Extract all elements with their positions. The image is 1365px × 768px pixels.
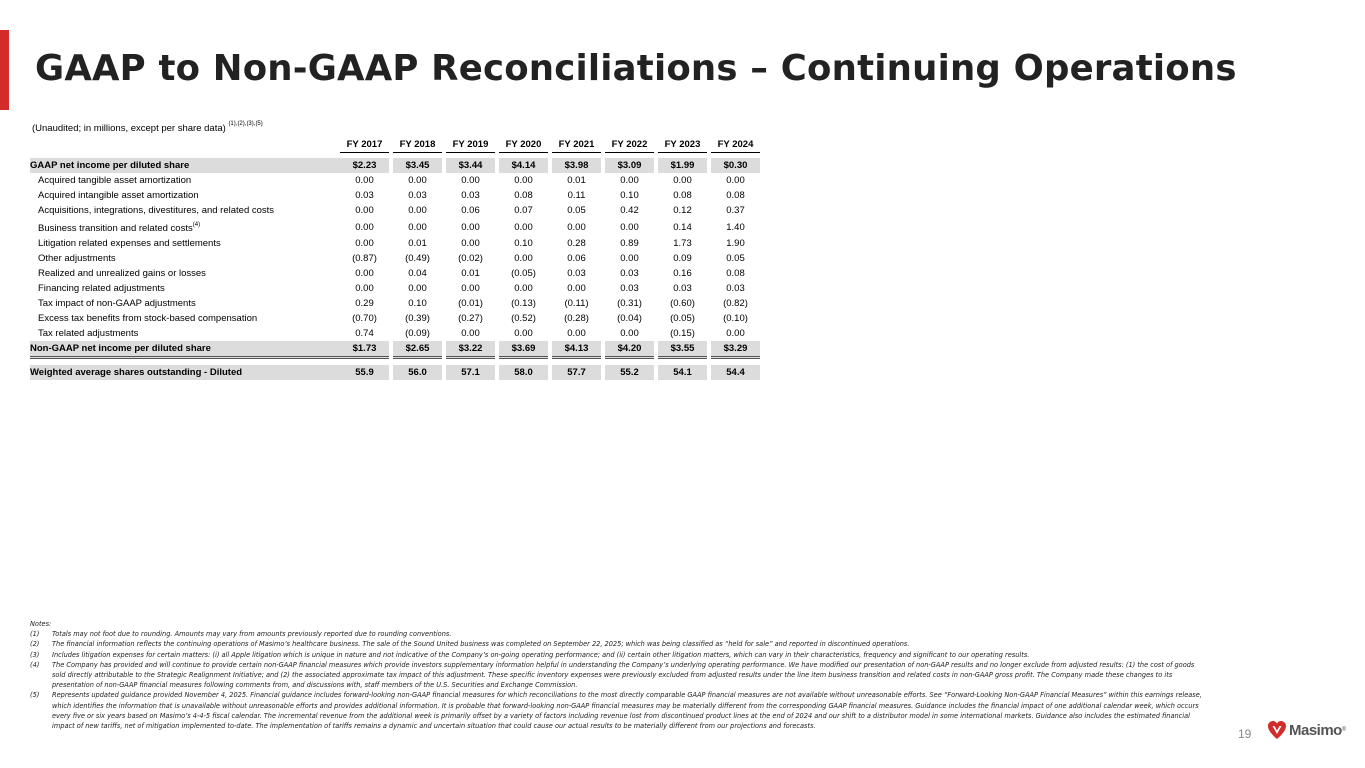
subtitle-footnote-refs: (1),(2),(3),(5) bbox=[228, 121, 263, 127]
header-row bbox=[30, 138, 760, 153]
row-label: Excess tax benefits from stock-based compensation bbox=[38, 313, 258, 324]
cell-value: 0.05 bbox=[726, 253, 745, 264]
cell-value: 0.00 bbox=[355, 175, 374, 186]
cell-value: $3.45 bbox=[393, 158, 442, 173]
cell-value: $2.23 bbox=[340, 158, 389, 173]
cell-value: $3.69 bbox=[499, 341, 548, 358]
cell-value: 1.40 bbox=[726, 221, 745, 233]
cell-value: 0.16 bbox=[673, 268, 692, 279]
footnote-number: (3) bbox=[30, 650, 40, 659]
footnote bbox=[30, 660, 1205, 691]
cell-value: 0.12 bbox=[673, 205, 692, 216]
adjustment-row bbox=[30, 173, 760, 188]
cell-value: (0.49) bbox=[405, 253, 430, 264]
cell-value: 0.00 bbox=[620, 221, 639, 233]
footnote-text: Represents updated guidance provided November 4, 2025. Financial guidance includes forward-looking non-GAAP financial measures for which reconciliations to the most directly comparable GAAP financial measures are not available without unreasonable efforts. See “Forward-Looking Non-GAAP Financial Measures” within this earnings release, which identifies the information that is unavailable without unreasonable efforts and provides additional information. It is probable that forward-looking non-GAAP financial measures may be materially different from the corresponding GAAP financial measures. Guidance includes the financial impact of one additional calendar week, which occurs every five or six years based on Masimo’s 4-4-5 fiscal calendar. The incremental revenue from the additional week is primarily offset by a variety of factors including revenue lost from discontinued product lines at the end of 2024 and our shift to a distributor model in some international markets. Guidance also includes the estimated financial impact of new tariffs, net of mitigation implemented to-date. The implementation of tariffs remains a dynamic and uncertain situation that could cause our actual results to be materially different from our projections and forecasts. bbox=[52, 691, 1202, 731]
cell-value: 58.0 bbox=[499, 365, 548, 380]
cell-value: 0.05 bbox=[567, 205, 586, 216]
year-header: FY 2019 bbox=[446, 138, 495, 153]
cell-value: 0.00 bbox=[620, 253, 639, 264]
row-label-footnote: (4) bbox=[192, 222, 201, 228]
footnote bbox=[30, 629, 1205, 639]
cell-value: (0.02) bbox=[458, 253, 483, 264]
cell-value: $0.30 bbox=[711, 158, 760, 173]
cell-value: (0.10) bbox=[723, 313, 748, 324]
cell-value: (0.27) bbox=[458, 313, 483, 324]
cell-value: 0.00 bbox=[408, 205, 427, 216]
year-header: FY 2024 bbox=[711, 138, 760, 153]
cell-value: 0.04 bbox=[408, 268, 427, 279]
spacer-row bbox=[30, 358, 760, 366]
cell-value: 0.00 bbox=[673, 175, 692, 186]
cell-value: 0.00 bbox=[567, 283, 586, 294]
cell-value: (0.11) bbox=[564, 298, 589, 309]
cell-value: (0.01) bbox=[458, 298, 483, 309]
cell-value: 0.00 bbox=[726, 328, 745, 339]
cell-value: $1.99 bbox=[658, 158, 707, 173]
year-header: FY 2023 bbox=[658, 138, 707, 153]
row-label: Acquired intangible asset amortization bbox=[38, 190, 199, 201]
page-number: 19 bbox=[1238, 727, 1252, 741]
cell-value: $3.44 bbox=[446, 158, 495, 173]
cell-value: (0.39) bbox=[405, 313, 430, 324]
adjustment-row bbox=[30, 218, 760, 236]
adjustment-row bbox=[30, 251, 760, 266]
row-label: Weighted average shares outstanding - Diluted bbox=[30, 365, 340, 380]
row-label: Financing related adjustments bbox=[38, 283, 165, 294]
cell-value: 0.03 bbox=[567, 268, 586, 279]
masimo-logo: Masimo ® bbox=[1267, 720, 1346, 740]
row-label: Non-GAAP net income per diluted share bbox=[30, 341, 340, 358]
cell-value: 0.00 bbox=[355, 268, 374, 279]
row-label: Business transition and related costs$^{(4)}$ bbox=[38, 222, 201, 234]
cell-value: 0.03 bbox=[620, 283, 639, 294]
cell-value: 0.74 bbox=[355, 328, 374, 339]
year-header: FY 2020 bbox=[499, 138, 548, 153]
cell-value: 0.37 bbox=[726, 205, 745, 216]
adjustment-row bbox=[30, 203, 760, 218]
masimo-logo-icon bbox=[1267, 720, 1287, 740]
cell-value: 0.01 bbox=[567, 175, 586, 186]
cell-value: 54.1 bbox=[658, 365, 707, 380]
cell-value: 0.00 bbox=[461, 175, 480, 186]
footnote-number: (4) bbox=[30, 660, 40, 669]
cell-value: $4.13 bbox=[552, 341, 601, 358]
cell-value: 0.10 bbox=[514, 238, 533, 249]
cell-value: (0.28) bbox=[564, 313, 589, 324]
footnote-number: (5) bbox=[30, 691, 40, 700]
cell-value: 0.03 bbox=[355, 190, 374, 201]
cell-value: $2.65 bbox=[393, 341, 442, 358]
row-label: Other adjustments bbox=[38, 253, 116, 264]
cell-value: $4.14 bbox=[499, 158, 548, 173]
cell-value: 0.14 bbox=[673, 221, 692, 233]
row-label: Tax impact of non-GAAP adjustments bbox=[38, 298, 196, 309]
row-label: Acquisitions, integrations, divestitures, and related costs bbox=[38, 205, 275, 216]
cell-value: 54.4 bbox=[711, 365, 760, 380]
cell-value: 0.06 bbox=[461, 205, 480, 216]
gaap-eps-row bbox=[30, 158, 760, 173]
footnote-text: Includes litigation expenses for certain matters: (i) all Apple litigation which is unique in nature and not indicative of the Company’s on-going operating performance; and (ii) certain other litigation matters, which can vary in their characteristics, frequency and significant to our operating results. bbox=[52, 650, 1030, 659]
page-title: GAAP to Non-GAAP Reconciliations – Continuing Operations bbox=[35, 48, 1237, 89]
cell-value: 0.00 bbox=[620, 175, 639, 186]
cell-value: $3.29 bbox=[711, 341, 760, 358]
footnote-text: The Company has provided and will continue to provide certain non-GAAP financial measures which provide investors supplementary information helpful in understanding the Company’s underlying operating performance. We have modified our presentation of non-GAAP results and no longer exclude from adjusted results: (1) the cost of goods sold directly attributable to the Strategic Realignment Initiative; and (2) the associated approximate tax impact of this adjustment. These specific inventory expenses were previously excluded from adjusted results under the line item business transition and related costs in non-GAAP gross profit. The Company made these changes to its presentation of non-GAAP financial measures following comments from, and discussions with, staff members of the U.S. Securities and Exchange Commission. bbox=[52, 660, 1195, 690]
cell-value: 0.00 bbox=[567, 221, 586, 233]
adjustment-row bbox=[30, 296, 760, 311]
cell-value: 0.00 bbox=[408, 283, 427, 294]
header-blank bbox=[30, 138, 340, 153]
cell-value: 0.89 bbox=[620, 238, 639, 249]
cell-value: 0.08 bbox=[673, 190, 692, 201]
cell-value: 0.00 bbox=[567, 328, 586, 339]
cell-value: (0.15) bbox=[670, 328, 695, 339]
cell-value: 1.73 bbox=[673, 238, 692, 249]
logo-wordmark: Masimo bbox=[1289, 721, 1342, 739]
footnote bbox=[30, 639, 1205, 649]
cell-value: 0.00 bbox=[355, 205, 374, 216]
cell-value: 0.03 bbox=[461, 190, 480, 201]
cell-value: $3.55 bbox=[658, 341, 707, 358]
cell-value: 0.00 bbox=[461, 221, 480, 233]
row-label: Acquired tangible asset amortization bbox=[38, 175, 192, 186]
cell-value: 0.00 bbox=[726, 175, 745, 186]
cell-value: 56.0 bbox=[393, 365, 442, 380]
accent-bar bbox=[0, 30, 9, 110]
row-label: Realized and unrealized gains or losses bbox=[38, 268, 206, 279]
cell-value: 0.00 bbox=[461, 283, 480, 294]
footnote-text: The financial information reflects the continuing operations of Masimo’s healthcare business. The sale of the Sound United business was completed on September 22, 2025; which was being classified as “held for sale” and reported in discontinued operations. bbox=[52, 640, 910, 649]
cell-value: 0.00 bbox=[620, 328, 639, 339]
adjustment-row bbox=[30, 311, 760, 326]
year-header: FY 2017 bbox=[340, 138, 389, 153]
cell-value: 0.42 bbox=[620, 205, 639, 216]
cell-value: (0.04) bbox=[617, 313, 642, 324]
cell-value: 0.00 bbox=[514, 253, 533, 264]
cell-value: (0.52) bbox=[511, 313, 536, 324]
footnote-text: Totals may not foot due to rounding. Amounts may vary from amounts previously reported due to rounding conventions. bbox=[52, 630, 452, 639]
cell-value: 0.00 bbox=[355, 238, 374, 249]
cell-value: (0.82) bbox=[723, 298, 748, 309]
cell-value: (0.70) bbox=[352, 313, 377, 324]
spacer-cell bbox=[30, 358, 760, 366]
cell-value: (0.31) bbox=[617, 298, 642, 309]
cell-value: 0.09 bbox=[673, 253, 692, 264]
cell-value: 0.00 bbox=[355, 221, 374, 233]
cell-value: 0.07 bbox=[514, 205, 533, 216]
reconciliation-table bbox=[30, 138, 760, 380]
footnote bbox=[30, 650, 1205, 660]
footnote-number: (2) bbox=[30, 640, 40, 649]
cell-value: 0.08 bbox=[726, 268, 745, 279]
row-label: GAAP net income per diluted share bbox=[30, 158, 340, 173]
cell-value: 0.00 bbox=[408, 221, 427, 233]
adjustment-row bbox=[30, 188, 760, 203]
cell-value: 0.06 bbox=[567, 253, 586, 264]
row-label: Tax related adjustments bbox=[38, 328, 139, 339]
cell-value: 0.00 bbox=[461, 238, 480, 249]
cell-value: 57.1 bbox=[446, 365, 495, 380]
cell-value: 0.01 bbox=[408, 238, 427, 249]
diluted-shares-row bbox=[30, 365, 760, 380]
cell-value: (0.13) bbox=[511, 298, 536, 309]
cell-value: 0.00 bbox=[408, 175, 427, 186]
cell-value: (0.05) bbox=[511, 268, 536, 279]
notes-section bbox=[30, 619, 1205, 731]
year-header: FY 2018 bbox=[393, 138, 442, 153]
cell-value: (0.09) bbox=[405, 328, 430, 339]
cell-value: $3.22 bbox=[446, 341, 495, 358]
year-header: FY 2021 bbox=[552, 138, 601, 153]
footnote bbox=[30, 690, 1205, 731]
cell-value: 0.00 bbox=[514, 283, 533, 294]
year-header: FY 2022 bbox=[605, 138, 654, 153]
cell-value: 0.00 bbox=[514, 221, 533, 233]
cell-value: 0.01 bbox=[461, 268, 480, 279]
cell-value: 1.90 bbox=[726, 238, 745, 249]
cell-value: 0.00 bbox=[461, 328, 480, 339]
cell-value: $3.09 bbox=[605, 158, 654, 173]
cell-value: $4.20 bbox=[605, 341, 654, 358]
adjustment-row bbox=[30, 236, 760, 251]
cell-value: 55.9 bbox=[340, 365, 389, 380]
notes-heading: Notes: bbox=[30, 620, 52, 628]
adjustment-row bbox=[30, 326, 760, 341]
cell-value: 0.10 bbox=[408, 298, 427, 309]
nongaap-eps-row bbox=[30, 341, 760, 358]
cell-value: $3.98 bbox=[552, 158, 601, 173]
cell-value: 0.03 bbox=[620, 268, 639, 279]
cell-value: (0.60) bbox=[670, 298, 695, 309]
cell-value: 0.00 bbox=[514, 175, 533, 186]
row-label: Litigation related expenses and settlements bbox=[38, 238, 221, 249]
cell-value: 0.00 bbox=[355, 283, 374, 294]
adjustment-row bbox=[30, 281, 760, 296]
cell-value: 57.7 bbox=[552, 365, 601, 380]
cell-value: 0.08 bbox=[514, 190, 533, 201]
cell-value: 0.03 bbox=[673, 283, 692, 294]
cell-value: 0.03 bbox=[726, 283, 745, 294]
cell-value: 0.11 bbox=[567, 190, 586, 201]
cell-value: 0.28 bbox=[567, 238, 586, 249]
table-subtitle: (Unaudited; in millions, except per share data) $^{(1),(2),(3),(5)}$ bbox=[32, 121, 263, 134]
cell-value: $1.73 bbox=[340, 341, 389, 358]
cell-value: 0.29 bbox=[355, 298, 374, 309]
cell-value: 0.00 bbox=[514, 328, 533, 339]
adjustment-row bbox=[30, 266, 760, 281]
footnote-number: (1) bbox=[30, 630, 40, 639]
cell-value: (0.05) bbox=[670, 313, 695, 324]
cell-value: 0.10 bbox=[620, 190, 639, 201]
cell-value: 0.08 bbox=[726, 190, 745, 201]
cell-value: (0.87) bbox=[352, 253, 377, 264]
cell-value: 0.03 bbox=[408, 190, 427, 201]
cell-value: 55.2 bbox=[605, 365, 654, 380]
